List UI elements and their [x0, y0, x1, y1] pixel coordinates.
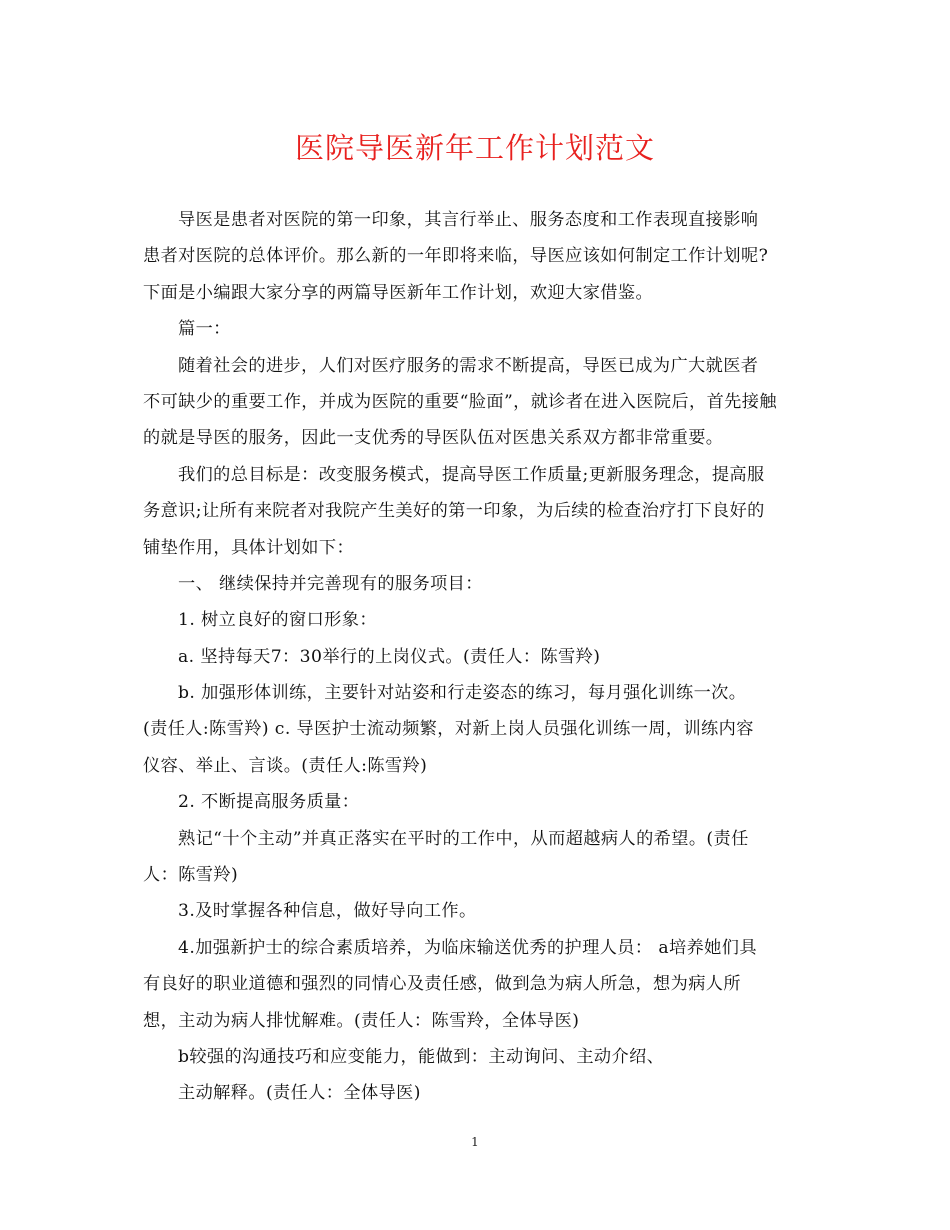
text-line: 我们的总目标是：改变服务模式，提高导医工作质量;更新服务理念，提高服 — [178, 464, 765, 485]
document-body — [143, 202, 811, 1112]
text-line: 下面是小编跟大家分享的两篇导医新年工作计划，欢迎大家借鉴。 — [143, 282, 654, 303]
text-line: 人：陈雪羚) — [143, 865, 239, 886]
text-line: b较强的沟通技巧和应变能力，能做到：主动询问、主动介绍、 — [178, 1046, 665, 1067]
document-title: 医院导医新年工作计划范文 — [294, 131, 655, 165]
text-line: a. 坚持每天7：30举行的上岗仪式。(责任人：陈雪羚) — [178, 646, 601, 667]
text-line: (责任人:陈雪羚) c. 导医护士流动频繁，对新上岗人员强化训练一周，训练内容 — [143, 719, 754, 740]
text-line: 想，主动为病人排忧解难。(责任人：陈雪羚，全体导医) — [143, 1010, 580, 1031]
text-line: 导医是患者对医院的第一印象，其言行举止、服务态度和工作表现直接影响 — [178, 210, 759, 230]
text-line: 患者对医院的总体评价。那么新的一年即将来临，导医应该如何制定工作计划呢? — [143, 246, 769, 267]
text-line: 1. 树立良好的窗口形象： — [178, 610, 377, 631]
text-line: 一、 继续保持并完善现有的服务项目： — [178, 573, 483, 594]
text-line: 2. 不断提高服务质量： — [178, 792, 360, 813]
page-number: 1 — [471, 1135, 479, 1149]
text-line: 熟记“十个主动”并真正落实在平时的工作中，从而超越病人的希望。(责任 — [178, 828, 749, 849]
text-line: 铺垫作用，具体计划如下： — [143, 537, 355, 558]
text-line: 仪容、举止、言谈。(责任人:陈雪羚) — [143, 755, 428, 776]
text-line: 务意识;让所有来院者对我院产生美好的第一印象，为后续的检查治疗打下良好的 — [143, 501, 765, 522]
text-line: 4.加强新护士的综合素质培养，为临床输送优秀的护理人员： a培养她们具 — [178, 937, 757, 958]
text-line: 随着社会的进步，人们对医疗服务的需求不断提高，导医已成为广大就医者 — [178, 355, 759, 376]
text-line: 主动解释。(责任人：全体导医) — [178, 1083, 421, 1104]
text-line: 不可缺少的重要工作，并成为医院的重要“脸面”，就诊者在进入医院后，首先接触 — [143, 391, 777, 412]
text-line: 篇一： — [178, 319, 231, 340]
text-line: b. 加强形体训练，主要针对站姿和行走姿态的练习，每月强化训练一次。 — [178, 683, 747, 704]
text-line: 有良好的职业道德和强烈的同情心及责任感，做到急为病人所急，想为病人所 — [143, 974, 741, 995]
text-line: 3.及时掌握各种信息，做好导向工作。 — [178, 901, 477, 922]
text-line: 的就是导医的服务，因此一支优秀的导医队伍对医患关系双方都非常重要。 — [143, 428, 724, 449]
